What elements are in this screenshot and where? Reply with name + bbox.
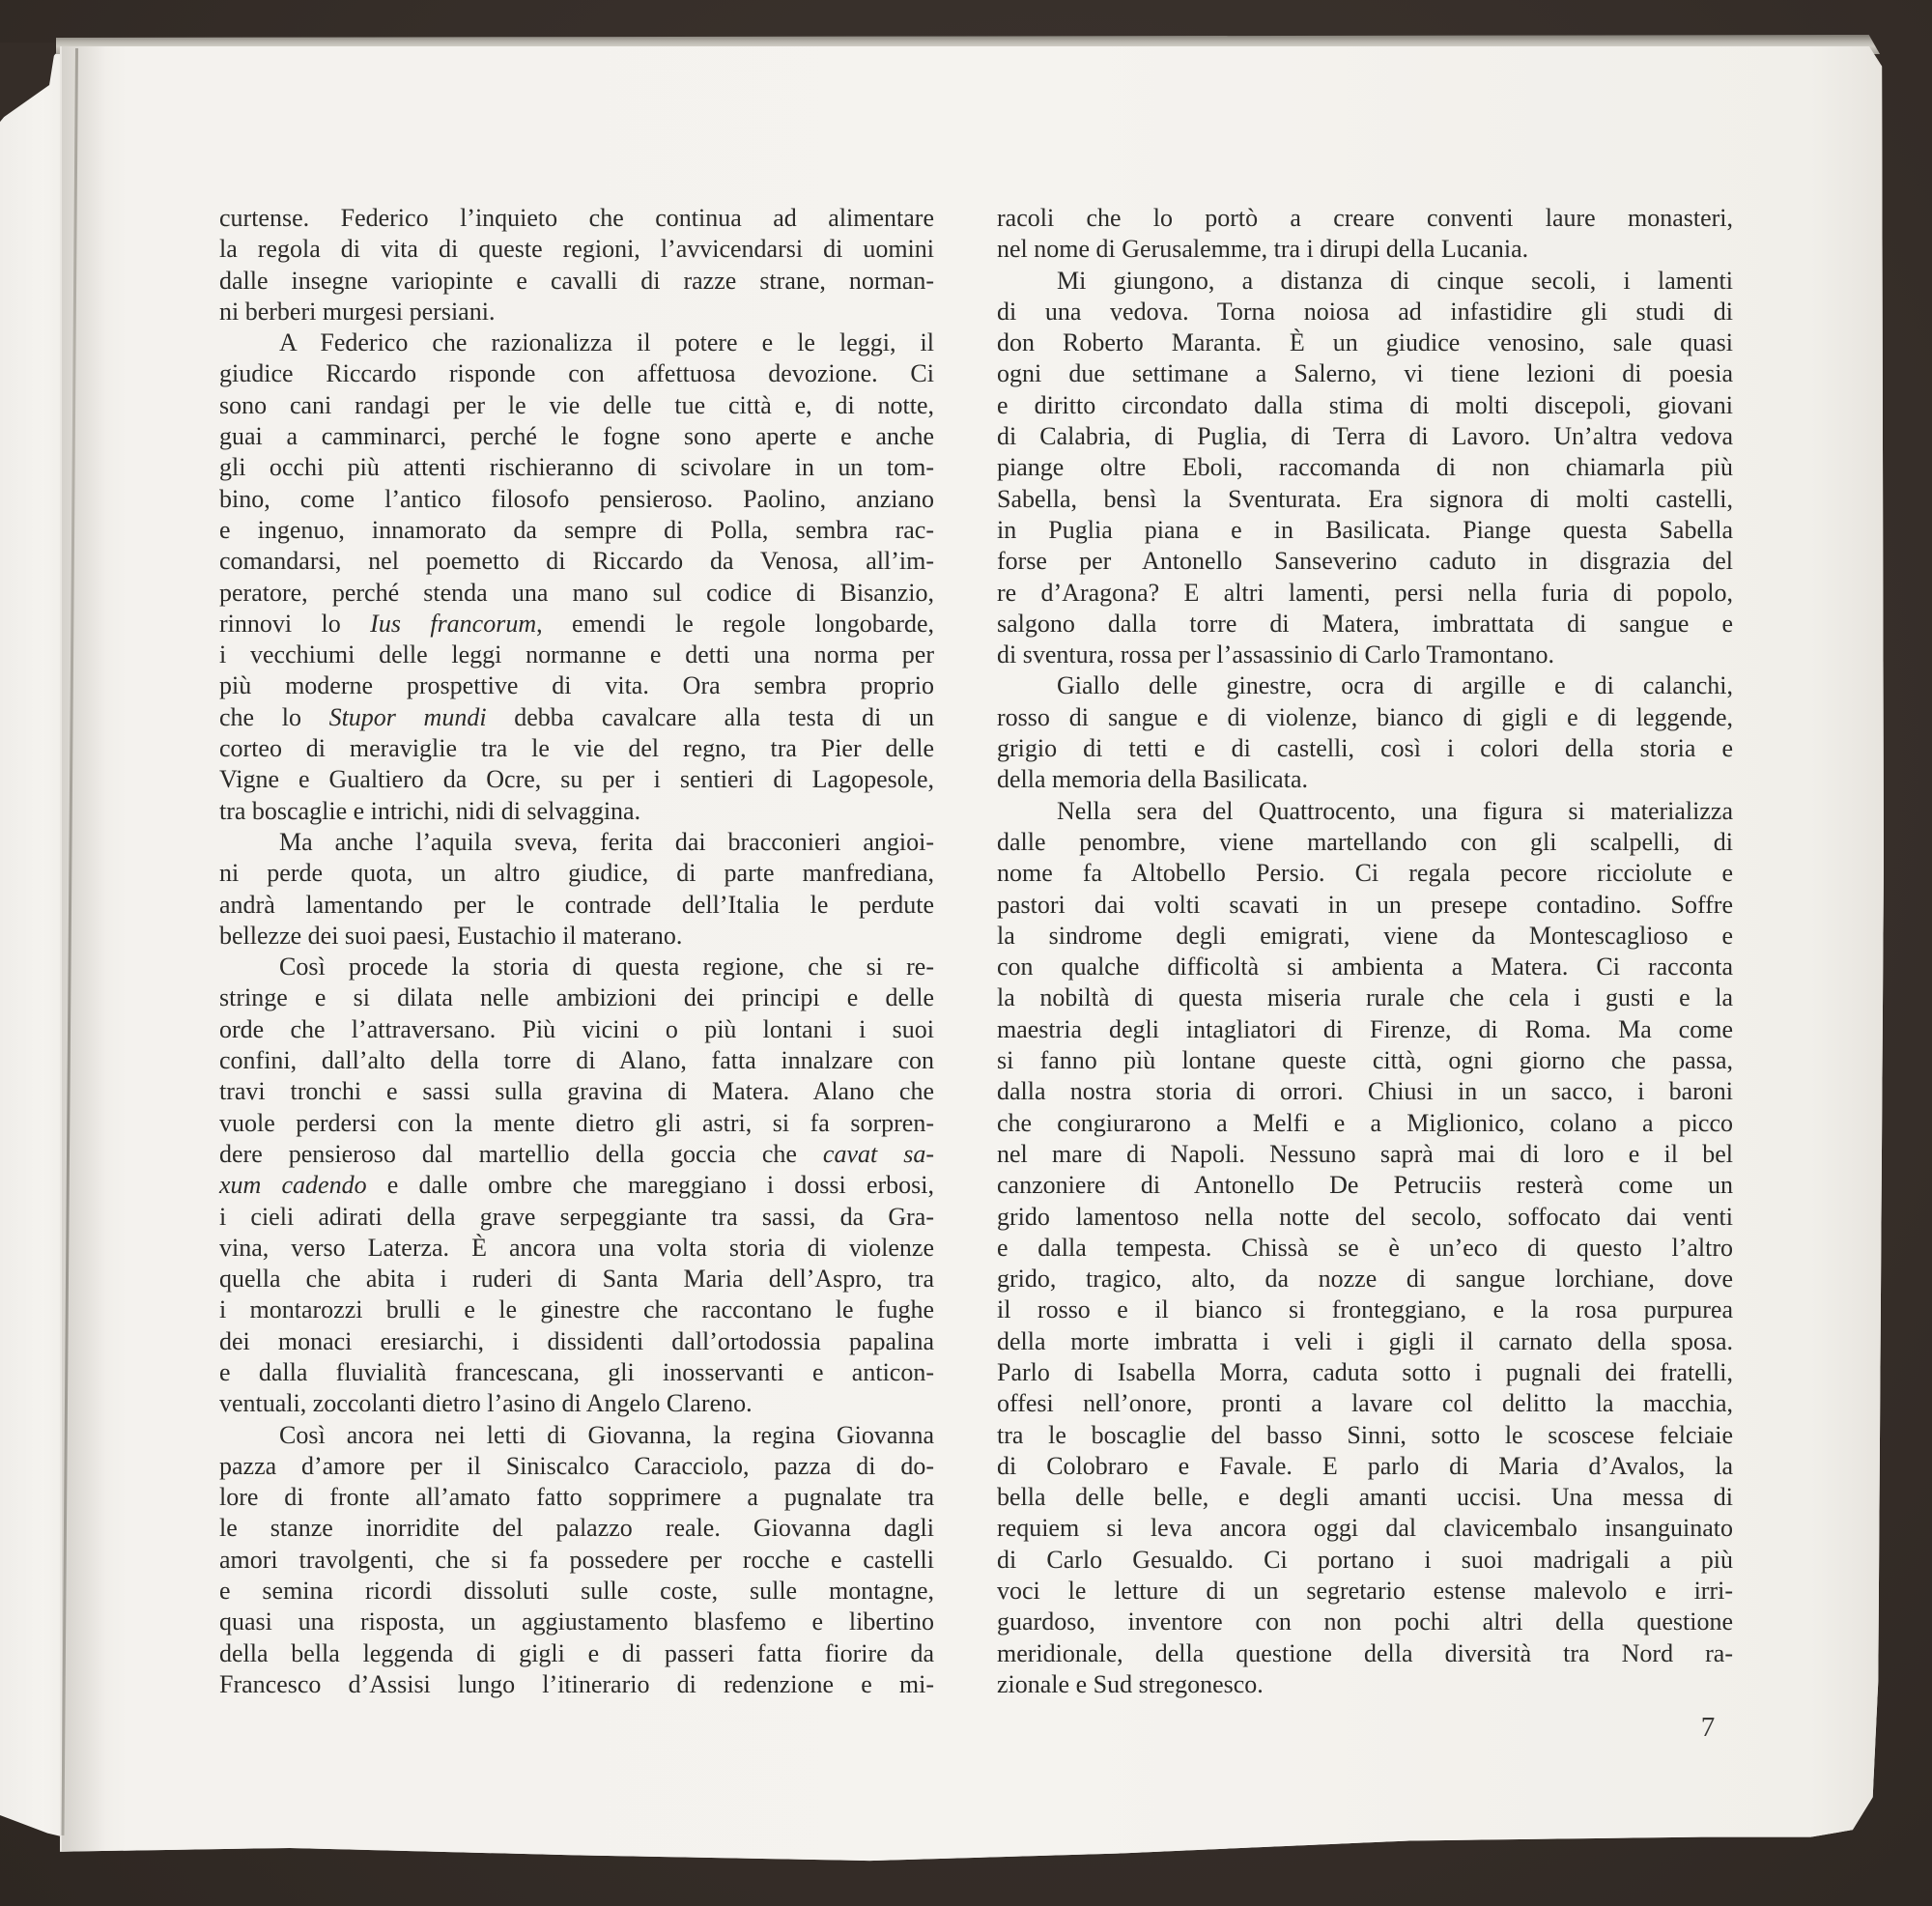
text-line: nel mare di Napoli. Nessuno saprà mai di loro e il bel (997, 1139, 1733, 1168)
text-line: della memoria della Basilicata. (997, 765, 1308, 794)
text-line: Vigne e Gualtiero da Ocre, su per i sentieri di Lagopesole, (219, 765, 934, 794)
text-line: tra le boscaglie del basso Sinni, sotto le scoscese felciaie (997, 1420, 1733, 1449)
text-line: nome fa Altobello Persio. Ci regala pecore ricciolute e (997, 859, 1733, 888)
text-line: dere pensieroso dal martellio della goccia che cavat sa- (219, 1139, 934, 1168)
text-line: canzoniere di Antonello De Petruciis resterà come un (997, 1171, 1733, 1200)
text-line: guai a camminarci, perché le fogne sono aperte e anche (219, 422, 934, 451)
text-line: don Roberto Maranta. È un giudice venosino, sale quasi (997, 328, 1733, 357)
text-line: vuole perdersi con la mente dietro gli astri, si fa sorpren- (219, 1108, 934, 1137)
text-line: pazza d’amore per il Siniscalco Caracciolo, pazza di do- (219, 1451, 934, 1480)
text-line: i vecchiumi delle leggi normanne e detti una norma per (219, 640, 934, 669)
text-line: e semina ricordi dissoluti sulle coste, sulle montagne, (219, 1577, 934, 1606)
text-line: forse per Antonello Sanseverino caduto in disgrazia del (997, 547, 1733, 576)
text-line: rinnovi lo Ius francorum, emendi le regole longobarde, (219, 609, 934, 638)
text-line: pastori dai volti scavati in un presepe contadino. Soffre (997, 890, 1733, 919)
text-line: grido, tragico, alto, da nozze di sangue lorchiane, dove (997, 1265, 1733, 1294)
text-line: comandarsi, nel poemetto di Riccardo da Venosa, all’im- (219, 547, 934, 576)
text-line: dalle insegne variopinte e cavalli di razze strane, norman- (219, 266, 934, 295)
text-line: lore di fronte all’amato fatto sopprimere a pugnalate tra (219, 1483, 934, 1512)
text-line: e dalla fluvialità francescana, gli inosservanti e anticon- (219, 1357, 934, 1386)
text-line: guardoso, inventore con non pochi altri della questione (997, 1607, 1733, 1636)
text-line: i cieli adirati della grave serpeggiante tra sassi, da Gra- (219, 1202, 934, 1231)
text-line: rosso di sangue e di violenze, bianco di gigli e di leggende, (997, 702, 1733, 731)
text-line: con qualche difficoltà si ambienta a Matera. Ci racconta (997, 953, 1733, 981)
text-line: xum cadendo e dalle ombre che mareggiano i dossi erbosi, (219, 1171, 934, 1200)
text-line: il rosso e il bianco si fronteggiano, e la rosa purpurea (997, 1295, 1733, 1324)
text-line: Nella sera del Quattrocento, una figura si materializza (1057, 796, 1733, 825)
text-line: offesi nell’onore, pronti a lavare col delitto la macchia, (997, 1389, 1733, 1418)
text-line: i montarozzi brulli e le ginestre che raccontano le fughe (219, 1295, 934, 1324)
text-line: Così ancora nei letti di Giovanna, la regina Giovanna (279, 1420, 934, 1449)
text-line: ni berberi murgesi persiani. (219, 297, 496, 326)
text-column-left (219, 203, 934, 1700)
text-column-right (997, 203, 1733, 1700)
text-line: e dalla tempesta. Chissà se è un’eco di questo l’altro (997, 1233, 1733, 1262)
text-line: corteo di meraviglie tra le vie del regno, tra Pier delle (219, 734, 934, 763)
text-line: orde che l’attraversano. Più vicini o più lontani i suoi (219, 1014, 934, 1043)
text-line: Parlo di Isabella Morra, caduta sotto i pugnali dei fratelli, (997, 1357, 1733, 1386)
text-line: bella delle belle, e degli amanti uccisi. Una messa di (997, 1483, 1733, 1512)
text-line: curtense. Federico l’inquieto che continua ad alimentare (219, 204, 934, 232)
text-line: ni perde quota, un altro giudice, di parte manfrediana, (219, 859, 934, 888)
text-line: della bella leggenda di gigli e di passeri fatta fiorire da (219, 1638, 934, 1667)
text-line: di Calabria, di Puglia, di Terra di Lavoro. Un’altra vedova (997, 422, 1733, 451)
text-line: travi tronchi e sassi sulla gravina di Matera. Alano che (219, 1077, 934, 1106)
text-line: la regola di vita di queste regioni, l’avvicendarsi di uomini (219, 235, 934, 264)
text-line: voci le letture di un segretario estense malevolo e irri- (997, 1577, 1733, 1606)
text-line: quella che abita i ruderi di Santa Maria dell’Aspro, tra (219, 1265, 934, 1294)
text-line: racoli che lo portò a creare conventi laure monasteri, (997, 204, 1733, 232)
text-line: dalle penombre, viene martellando con gli scalpelli, di (997, 827, 1733, 856)
text-line: bino, come l’antico filosofo pensieroso. Paolino, anziano (219, 484, 934, 513)
text-line: maestria degli intagliatori di Firenze, di Roma. Ma come (997, 1014, 1733, 1043)
text-line: quasi una risposta, un aggiustamento blasfemo e libertino (219, 1607, 934, 1636)
text-line: sono cani randagi per le vie delle tue città e, di notte, (219, 390, 934, 419)
text-line: in Puglia piana e in Basilicata. Piange questa Sabella (997, 515, 1733, 544)
text-line: dei monaci eresiarchi, i dissidenti dall’ortodossia papalina (219, 1326, 934, 1355)
text-line: Sabella, bensì la Sventurata. Era signora di molti castelli, (997, 484, 1733, 513)
text-line: che lo Stupor mundi debba cavalcare alla testa di un (219, 702, 934, 731)
text-line: e ingenuo, innamorato da sempre di Polla, sembra rac- (219, 515, 934, 544)
text-line: di una vedova. Torna noiosa ad infastidire gli studi di (997, 297, 1733, 326)
text-line: requiem si leva ancora oggi dal clavicembalo insanguinato (997, 1514, 1733, 1543)
text-line: di sventura, rossa per l’assassinio di Carlo Tramontano. (997, 640, 1554, 669)
text-line: andrà lamentando per le contrade dell’Italia le perdute (219, 890, 934, 919)
text-line: nel nome di Gerusalemme, tra i dirupi della Lucania. (997, 235, 1529, 264)
text-line: grido lamentoso nella notte del secolo, soffocato dai venti (997, 1202, 1733, 1231)
text-line: salgono dalla torre di Matera, imbrattata di sangue e (997, 609, 1733, 638)
text-line: Ma anche l’aquila sveva, ferita dai bracconieri angioi- (279, 827, 934, 856)
text-line: la nobiltà di questa miseria rurale che cela i gusti e la (997, 983, 1733, 1012)
text-line: la sindrome degli emigrati, viene da Montescaglioso e (997, 921, 1733, 950)
text-line: re d’Aragona? E altri lamenti, persi nella furia di popolo, (997, 578, 1733, 607)
text-line: zionale e Sud stregonesco. (997, 1669, 1264, 1698)
text-line: dalla nostra storia di orrori. Chiusi in un sacco, i baroni (997, 1077, 1733, 1106)
text-line: della morte imbratta i veli i gigli il carnato della sposa. (997, 1326, 1733, 1355)
text-line: che congiurarono a Melfi e a Miglionico, colano a picco (997, 1108, 1733, 1137)
text-line: vina, verso Laterza. È ancora una volta storia di violenze (219, 1233, 934, 1262)
text-line: peratore, perché stenda una mano sul codice di Bisanzio, (219, 578, 934, 607)
text-line: amori travolgenti, che si fa possedere per rocche e castelli (219, 1545, 934, 1574)
text-line: Così procede la storia di questa regione, che si re- (279, 953, 934, 981)
page-number: 7 (1700, 1712, 1716, 1743)
text-line: stringe e si dilata nelle ambizioni dei principi e delle (219, 983, 934, 1012)
text-line: grigio di tetti e di castelli, così i colori della storia e (997, 734, 1733, 763)
text-line: si fanno più lontane queste città, ogni giorno che passa, (997, 1046, 1733, 1075)
text-line: Francesco d’Assisi lungo l’itinerario di redenzione e mi- (219, 1669, 934, 1698)
text-line: tra boscaglie e intrichi, nidi di selvaggina. (219, 796, 641, 825)
text-line: bellezze dei suoi paesi, Eustachio il materano. (219, 921, 683, 950)
text-line: le stanze inorridite del palazzo reale. Giovanna dagli (219, 1514, 934, 1543)
text-line: Mi giungono, a distanza di cinque secoli, i lamenti (1057, 266, 1733, 295)
text-line: di Colobraro e Favale. E parlo di Maria d’Avalos, la (997, 1451, 1733, 1480)
text-line: di Carlo Gesualdo. Ci portano i suoi madrigali a più (997, 1545, 1733, 1574)
text-line: Giallo delle ginestre, ocra di argille e di calanchi, (1057, 671, 1733, 700)
text-line: giudice Riccardo risponde con affettuosa devozione. Ci (219, 359, 934, 388)
text-line: meridionale, della questione della diversità tra Nord ra- (997, 1638, 1733, 1667)
text-line: più moderne prospettive di vita. Ora sembra proprio (219, 671, 934, 700)
text-line: confini, dall’alto della torre di Alano, fatta innalzare con (219, 1046, 934, 1075)
text-line: piange oltre Eboli, raccomanda di non chiamarla più (997, 453, 1733, 482)
text-line: e diritto circondato dalla stima di molti discepoli, giovani (997, 390, 1733, 419)
text-line: A Federico che razionalizza il potere e le leggi, il (279, 328, 934, 357)
text-line: ventuali, zoccolanti dietro l’asino di Angelo Clareno. (219, 1389, 753, 1418)
text-line: ogni due settimane a Salerno, vi tiene lezioni di poesia (997, 359, 1733, 388)
text-line: gli occhi più attenti rischieranno di scivolare in un tom- (219, 453, 934, 482)
